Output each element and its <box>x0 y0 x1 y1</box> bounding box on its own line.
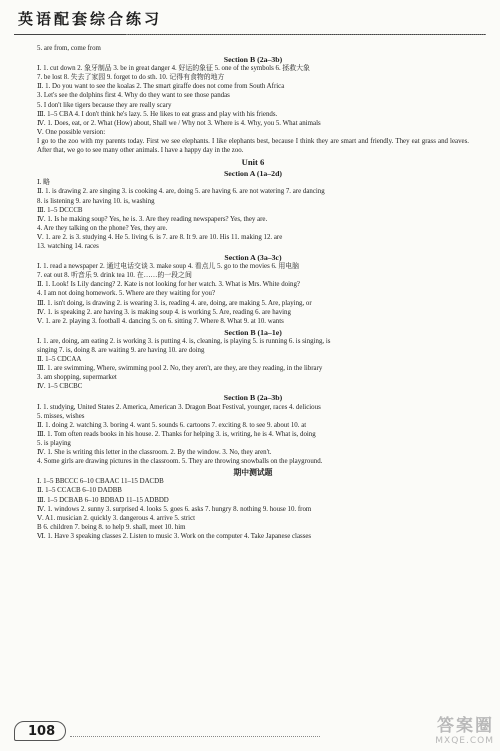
answer-line: Ⅱ. 1. is drawing 2. are singing 3. is cooking 4. are, doing 5. are having 6. are not watering 7. are dancing <box>37 188 325 196</box>
answer-line: Ⅳ. 1. She is writing this letter in the classroom. 2. By the window. 3. No, they aren't. <box>37 449 272 457</box>
footer-divider <box>70 736 320 737</box>
answer-line: 13. watching 14. races <box>37 242 99 250</box>
section-heading: 期中测试题 <box>233 468 273 478</box>
answer-line: 4. Are they talking on the phone? Yes, they are. <box>37 224 168 232</box>
answer-line: 7. eat out 8. 听音乐 9. drink tea 10. 在……的一段之间 <box>37 272 192 280</box>
answer-line: Ⅱ. 1. Do you want to see the koalas 2. The smart giraffe does not come from South Africa <box>37 83 285 91</box>
answer-line: Ⅲ. 1–5 DCBAB 6–10 BDBAD 11–15 ADBDD <box>37 496 169 504</box>
answer-line: 3. am shopping, supermarket <box>37 374 117 382</box>
answer-line: Ⅰ. 1. read a newspaper 2. 通过电话交谈 3. make soup 4. 看点儿 5. go to the movies 6. 用电脑 <box>37 263 300 271</box>
answer-line: Ⅱ. 1. Look! Is Lily dancing? 2. Kate is not looking for her watch. 3. What is Mrs. White doing? <box>37 281 300 289</box>
answer-line: 7. be lost 8. 失去了家园 9. forget to do sth. 10. 记得有食物的地方 <box>37 74 225 82</box>
section-heading: Section A (3a–3c) <box>224 253 282 263</box>
answer-line: I go to the zoo with my parents today. First we see elephants. I like elephants best, because I think they are smart and friendly. They eat grass and leaves. After that, we go to see many other animals. I have a happy day in the zoo. <box>37 137 469 155</box>
answer-key-content <box>37 44 469 541</box>
answer-line: Ⅰ. 1. studying, United States 2. America, American 3. Dragon Boat Festival, younger, races 4. delicious <box>37 403 321 411</box>
answer-line: Ⅱ. 1–5 CCACB 6–10 DADBB <box>37 487 122 495</box>
answer-line: Ⅰ. 1–5 BBCCC 6–10 CBAAC 11–15 DACDB <box>37 478 164 486</box>
answer-line: Ⅳ. 1. Is he making soup? Yes, he is. 3. Are they reading newspapers? Yes, they are. <box>37 215 268 223</box>
answer-line: Ⅴ. One possible version: <box>37 128 106 136</box>
answer-line: Ⅲ. 1–5 CBA 4. I don't think he's lazy. 5. He likes to eat grass and play with his friends. <box>37 110 278 118</box>
answer-line: Ⅳ. 1. Does, eat, or 2. What (How) about, Shall we / Why not 3. Where is 4. Why, you 5. What animals <box>37 119 321 127</box>
answer-line: Ⅲ. 1–5 DCCCB <box>37 206 83 214</box>
answer-line: Ⅵ. 1. Have 3 speaking classes 2. Listen to music 3. Work on the computer 4. Take Japanese classes <box>37 532 312 540</box>
header-divider <box>126 30 486 35</box>
section-heading: Section B (1a–1e) <box>224 327 282 337</box>
answer-line: Ⅴ. A1. musician 2. quickly 3. dangerous 4. arrive 5. strict <box>37 514 196 522</box>
section-heading: Unit 6 <box>241 157 265 168</box>
section-heading: Section B (2a–3b) <box>223 393 283 403</box>
page-header <box>14 6 486 35</box>
page-number: 108 <box>28 724 56 739</box>
answer-line: B 6. children 7. being 8. to help 9. shall, meet 10. him <box>37 523 186 531</box>
answer-line: Ⅱ. 1. doing 2. watching 3. boring 4. want 5. sounds 6. cartoons 7. exciting 8. to see 9. about 10. at <box>37 421 307 429</box>
answer-line: Ⅱ. 1–5 CDCAA <box>37 356 82 364</box>
answer-line: Ⅳ. 1–5 CBCBC <box>37 383 83 391</box>
answer-line: Ⅰ. 略 <box>37 179 51 187</box>
answer-line: Ⅰ. 1. cut down 2. 象牙制品 3. be in great danger 4. 好运的象征 5. one of the symbols 6. 拯救大象 <box>37 65 310 73</box>
section-heading: Section A (1a–2d) <box>223 169 283 179</box>
section-heading: Section B (2a–3b) <box>223 55 283 65</box>
answer-line: Ⅴ. 1. are 2. playing 3. football 4. dancing 5. on 6. sitting 7. Where 8. What 9. at 10. wants <box>37 317 284 325</box>
answer-line: 8. is listening 9. are having 10. is, washing <box>37 197 155 205</box>
answer-line: 5. I don't like tigers because they are really scary <box>37 101 172 109</box>
answer-line: 5. are from, come from <box>37 45 101 52</box>
answer-line: Ⅳ. 1. is speaking 2. are having 3. is making soup 4. is working 5. Are, reading 6. are having <box>37 308 291 316</box>
watermark-logo: 答案圈 <box>437 716 494 736</box>
answer-line: Ⅲ. 1. are swimming, Where, swimming pool 2. No, they aren't, are they, are they reading, in the library <box>37 365 323 373</box>
book-title: 英语配套综合练习 <box>18 10 163 28</box>
watermark <box>416 711 494 747</box>
answer-line: Ⅲ. 1. Tom often reads books in his house. 2. Thanks for helping 3. is, writing, he is 4. What is, doing <box>37 430 316 438</box>
answer-line: Ⅲ. 1. isn't doing, is drawing 2. is wearing 3. is, reading 4. are, doing, are making 5. Are, playing, or <box>37 299 312 307</box>
answer-line: Ⅳ. 1. windows 2. sunny 3. surprised 4. looks 5. goes 6. asks 7. hungry 8. nothing 9. house 10. from <box>37 505 312 513</box>
answer-line: Ⅴ. 1. are 2. is 3. studying 4. He 5. living 6. is 7. are 8. It 9. are 10. His 11. making 12. are <box>37 233 283 241</box>
answer-line: 3. Let's see the dolphins first 4. Why do they want to see those pandas <box>37 92 230 100</box>
watermark-url: MXQE.COM <box>435 736 494 746</box>
answer-line: 4. I am not doing homework. 5. Where are they waiting for you? <box>37 290 216 298</box>
answer-line: 4. Some girls are drawing pictures in the classroom. 5. They are throwing snowballs on the playground. <box>37 458 323 466</box>
answer-line: 5. is playing <box>37 439 71 447</box>
answer-line: Ⅰ. 1. are, doing, am eating 2. is working 3. is putting 4. is, cleaning, is playing 5. is running 6. is singing, is <box>37 337 331 345</box>
answer-line: singing 7. is, doing 8. are waiting 9. are having 10. are doing <box>37 347 205 354</box>
answer-line: 5. misses, wishes <box>37 412 85 420</box>
